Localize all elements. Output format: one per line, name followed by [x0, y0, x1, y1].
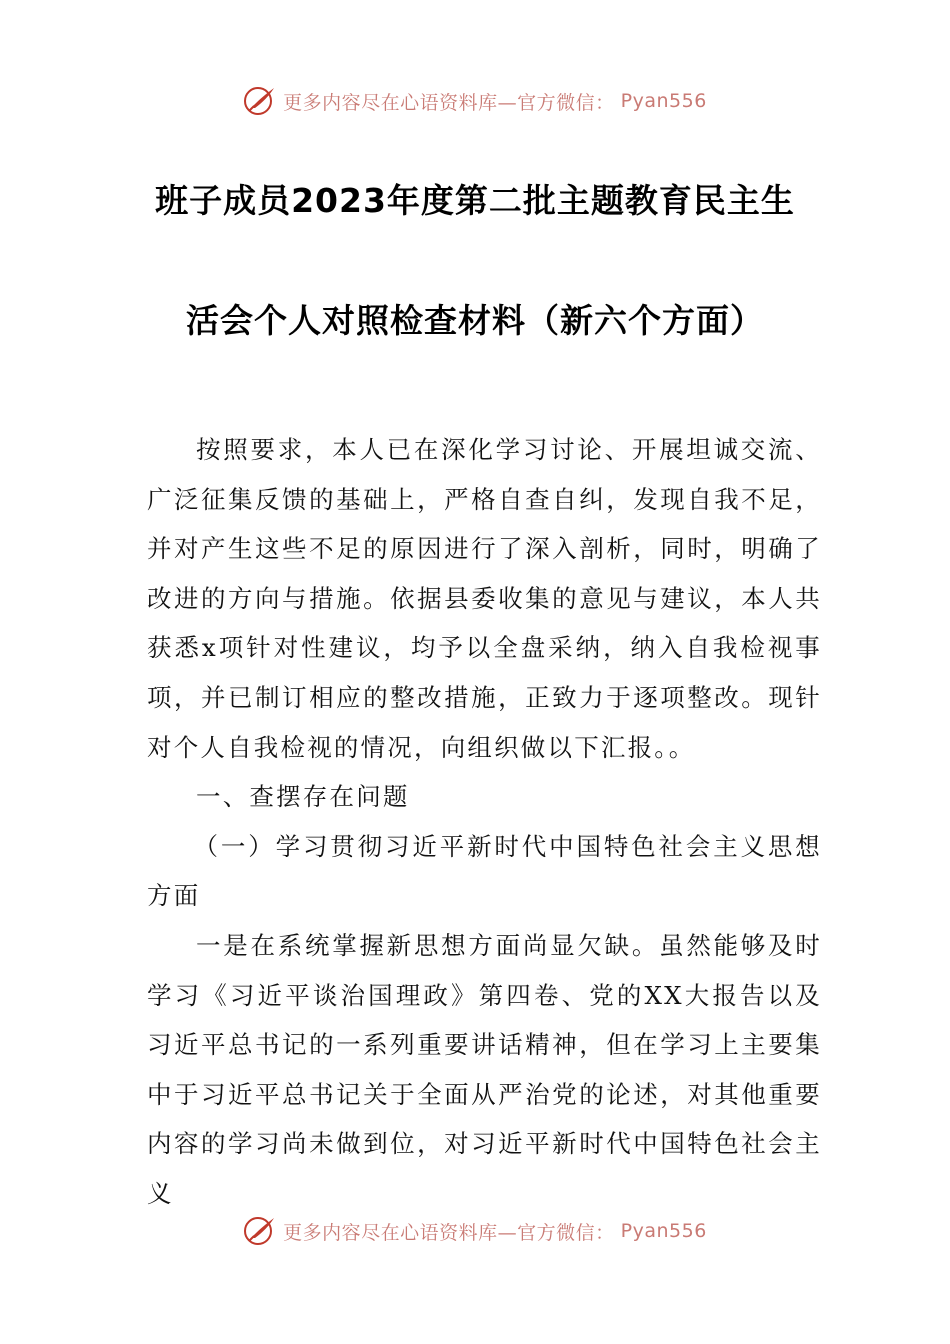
watermark-text: 更多内容尽在心语资料库—官方微信：	[283, 91, 615, 114]
intro-paragraph: 按照要求，本人已在深化学习讨论、开展坦诚交流、广泛征集反馈的基础上，严格自查自纠，发现自我不足，并对产生这些不足的原因进行了深入剖析，同时，明确了改进的方向与措施。依据县委收集的意见与建议，本人共获悉x项针对性建议，均予以全盘采纳，纳入自我检视事项，并已制订相应的整改措施，正致力于逐项整改。现针对个人自我检视的情况，向组织做以下汇报。。	[147, 435, 822, 762]
document-title-line1: 班子成员2023年度第二批主题教育民主生	[155, 181, 795, 220]
watermark-handle: Pyan556	[620, 1220, 707, 1242]
quill-logo-icon	[243, 1214, 277, 1248]
quill-logo-icon	[243, 84, 277, 118]
watermark-footer	[0, 1214, 950, 1248]
section-heading-1: 一、查摆存在问题	[196, 782, 410, 812]
watermark-handle: Pyan556	[620, 90, 707, 112]
subsection-heading-1: （一）学习贯彻习近平新时代中国特色社会主义思想方面	[147, 831, 822, 911]
watermark-text: 更多内容尽在心语资料库—官方微信：	[283, 1221, 615, 1244]
body-paragraph-1: 一是在系统掌握新思想方面尚显欠缺。虽然能够及时学习《习近平谈治国理政》第四卷、党的XX大报告以及习近平总书记的一系列重要讲话精神，但在学习上主要集中于习近平总书记关于全面从严治党的论述，对其他重要内容的学习尚未做到位，对习近平新时代中国特色社会主义	[147, 930, 822, 1208]
watermark-header	[0, 84, 950, 118]
document-body	[147, 425, 822, 1219]
document-title-line2: 活会个人对照检查材料（新六个方面）	[186, 301, 764, 340]
